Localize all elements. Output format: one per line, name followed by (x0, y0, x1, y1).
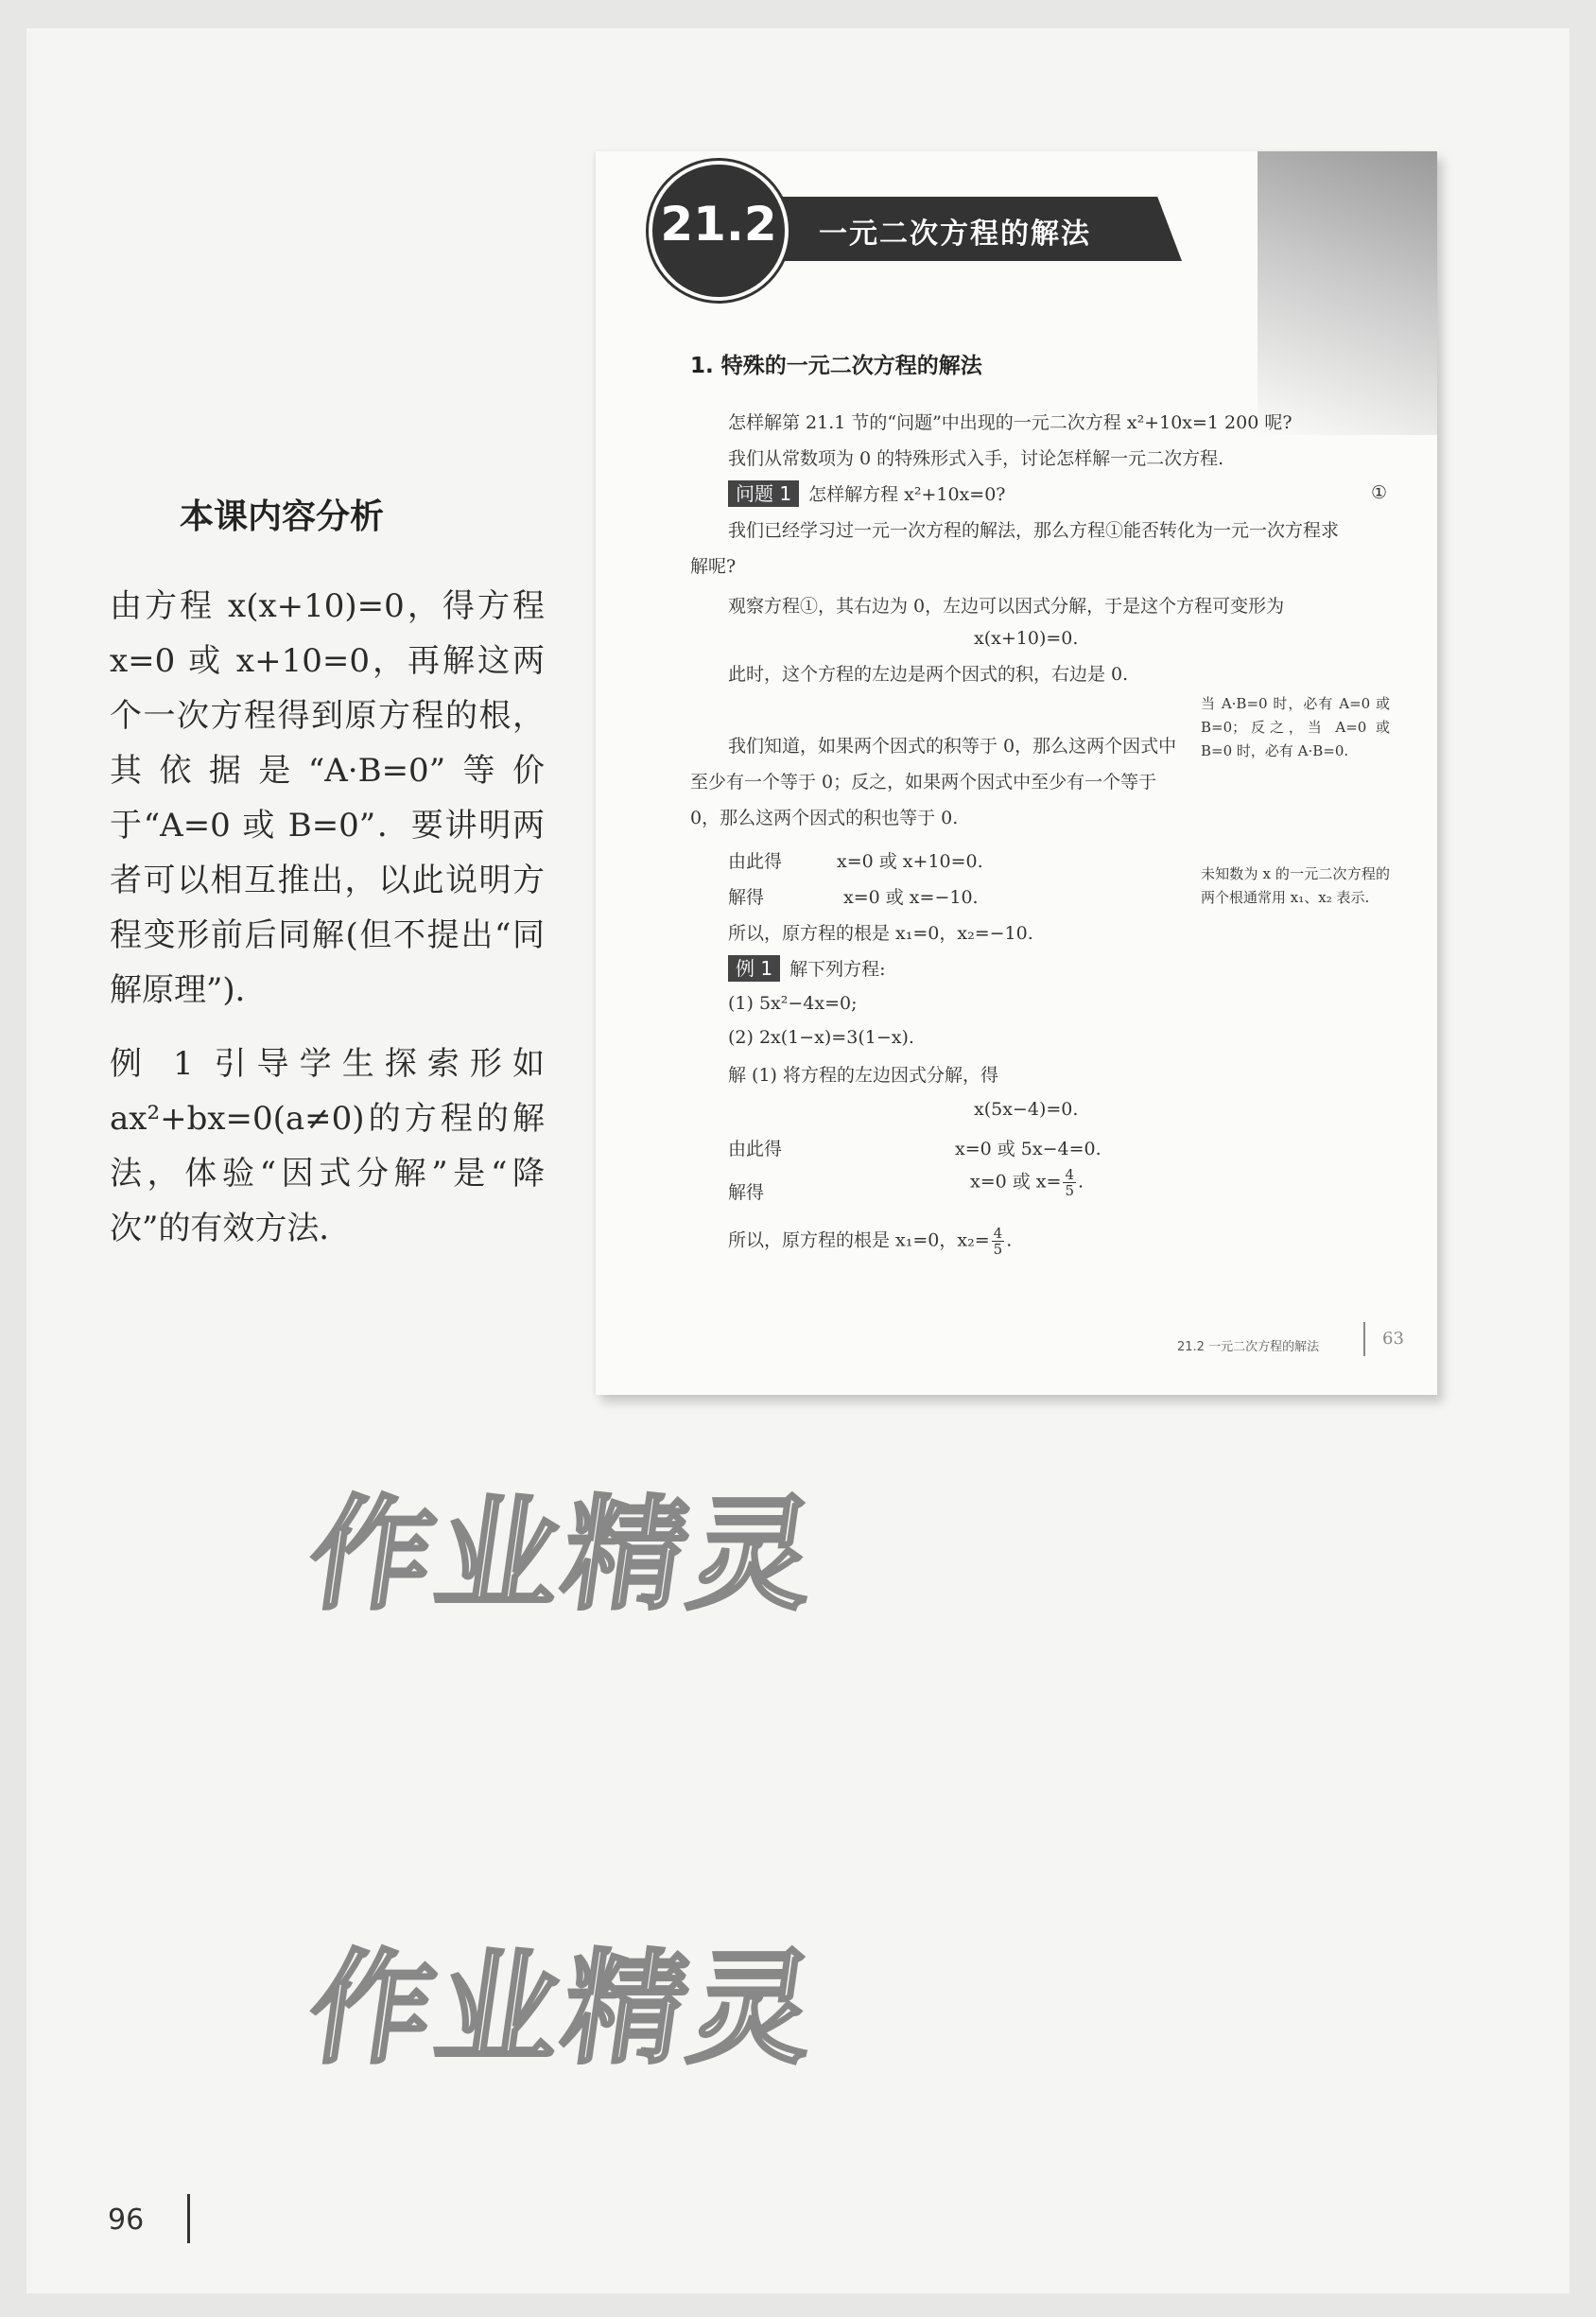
page-footer-text: 21.2 一元二次方程的解法 (1177, 1340, 1320, 1354)
solution-equation-2: x=0 或 5x−4=0. (955, 1139, 1102, 1159)
derivation-label-1: 由此得 (728, 851, 783, 872)
textbook-page (596, 151, 1437, 1395)
problem-tag: 问题 1 (728, 480, 799, 507)
paragraph-1: 我们已经学习过一元一次方程的解法，那么方程①能否转化为一元一次方程求解呢? (690, 520, 1340, 577)
equation-marker: ① (1371, 482, 1388, 503)
side-note-2: 未知数为 x 的一元二次方程的两个根通常用 x₁、x₂ 表示. (1201, 865, 1390, 906)
equation-1: x(x+10)=0. (974, 628, 1079, 649)
paragraph-2: 观察方程①，其右边为 0，左边可以因式分解，于是这个方程可变形为 (728, 596, 1285, 617)
problem-1 (728, 480, 1005, 507)
lesson-analysis-paragraph-1: 由方程 x(x+10)=0，得方程 x=0 或 x+10=0，再解这两个一次方程得到原方程的根，其依据是“A·B=0”等价于“A=0 或 B=0”．要讲明两者可以相互推出，以此说明方程变形前后同解(但不提出“同解原理”)． (110, 587, 545, 1009)
section-title: 一元二次方程的解法 (819, 218, 1091, 251)
subsection-title: 1. 特殊的一元二次方程的解法 (690, 354, 982, 378)
section-number: 21.2 (660, 197, 777, 252)
fraction: $\frac{4}{5}$ (993, 1225, 1003, 1258)
fraction: $\frac{4}{5}$ (1065, 1166, 1074, 1199)
solution-label-3: 解得 (728, 1182, 765, 1203)
derivation-equation-1: x=0 或 x+10=0. (837, 851, 983, 872)
lesson-analysis-heading: 本课内容分析 (180, 497, 385, 536)
problem-text: 怎样解方程 x²+10x=0? (808, 484, 1006, 505)
solution-label-2: 由此得 (728, 1139, 783, 1159)
side-note-1: 当 A·B=0 时，必有 A=0 或 B=0；反之，当 A=0 或 B=0 时，必有 A·B=0. (1201, 695, 1390, 759)
solution-equation-3: x=0 或 x= $\frac{4}{5}$ . (970, 1166, 1084, 1199)
example-1 (728, 955, 886, 982)
exercise-2: (2) 2x(1−x)=3(1−x). (728, 1027, 914, 1048)
example-tag: 例 1 (728, 955, 780, 982)
derivation-equation-2: x=0 或 x=−10. (843, 887, 979, 908)
derivation-label-2: 解得 (728, 887, 765, 908)
lesson-analysis-paragraph-2: 例 1 引导学生探索形如 ax²+bx=0(a≠0)的方程的解法，体验“因式分解”是“降次”的有效方法． (110, 1045, 545, 1247)
exercise-1: (1) 5x²−4x=0; (728, 993, 858, 1014)
solution-line-1: 解 (1) 将方程的左边因式分解，得 (728, 1065, 998, 1086)
page-footer-divider (1363, 1322, 1365, 1356)
roots-conclusion: 所以，原方程的根是 x₁=0，x₂=−10. (728, 923, 1033, 944)
paragraph-3: 此时，这个方程的左边是两个因式的积，右边是 0. (728, 664, 1129, 685)
page-footer-number: 63 (1382, 1329, 1404, 1349)
solution-conclusion: 所以，原方程的根是 x₁=0，x₂= $\frac{4}{5}$ . (728, 1225, 1013, 1258)
decorative-corner (1258, 151, 1437, 435)
page-number: 96 (108, 2204, 145, 2237)
intro-line-2: 我们从常数项为 0 的特殊形式入手，讨论怎样解一元二次方程. (728, 448, 1224, 469)
watermark: 作业精灵 (300, 1937, 828, 2081)
watermark: 作业精灵 (300, 1483, 828, 1627)
page-number-divider (187, 2194, 190, 2243)
solution-equation-1: x(5x−4)=0. (974, 1099, 1079, 1120)
intro-line-1: 怎样解第 21.1 节的“问题”中出现的一元二次方程 x²+10x=1 200 呢? (728, 412, 1292, 433)
paragraph-4: 我们知道，如果两个因式的积等于 0，那么这两个因式中至少有一个等于 0；反之，如果两个因式中至少有一个等于 0，那么这两个因式的积也等于 0. (690, 736, 1177, 828)
example-text: 解下列方程: (789, 959, 886, 980)
